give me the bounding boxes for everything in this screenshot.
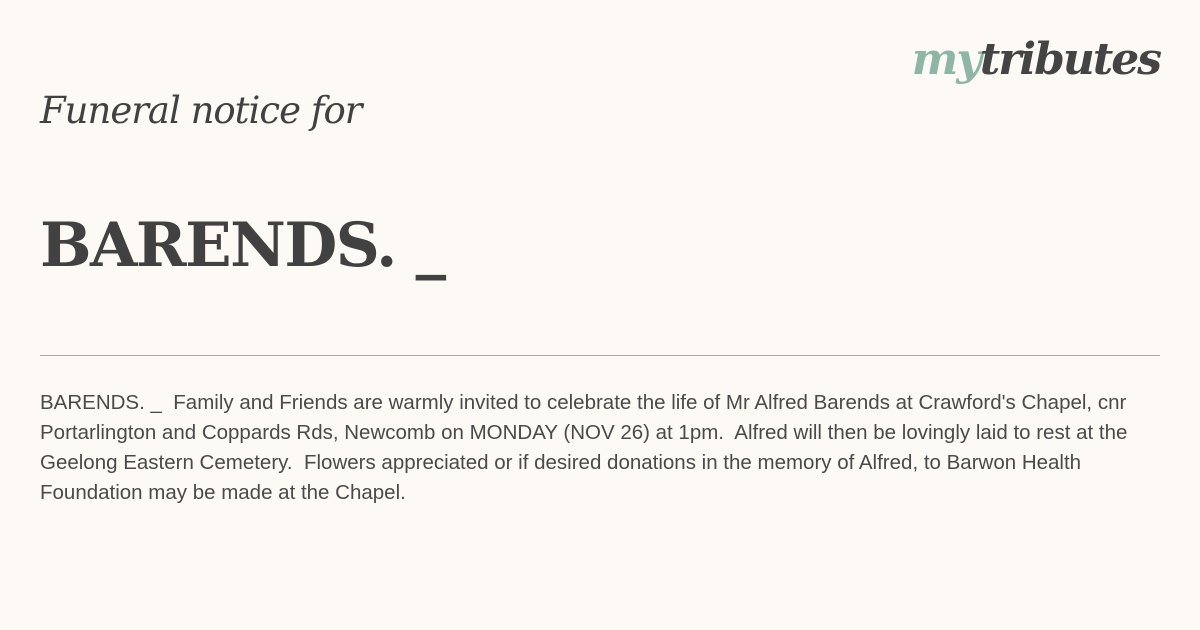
mytributes-logo[interactable] <box>912 34 1160 86</box>
notice-label: Funeral notice for <box>40 89 362 132</box>
logo-my-text: my <box>911 34 980 85</box>
deceased-name: BARENDS. _ <box>40 210 445 281</box>
notice-body: BARENDS. _ Family and Friends are warmly invited to celebrate the life of Mr Alfred Barends at Crawford's Chapel, cnr Portarlington and Coppards Rds, Newcomb on MONDAY (NOV 26) at 1pm. Alfred will then be lovingly laid to rest at the Geelong Eastern Cemetery. Flowers appreciated or if desired donations in the memory of Alfred, to Barwon Health Foundation may be made at the Chapel. <box>40 391 1134 504</box>
divider <box>40 355 1160 356</box>
logo-tributes-text: tributes <box>979 34 1160 85</box>
